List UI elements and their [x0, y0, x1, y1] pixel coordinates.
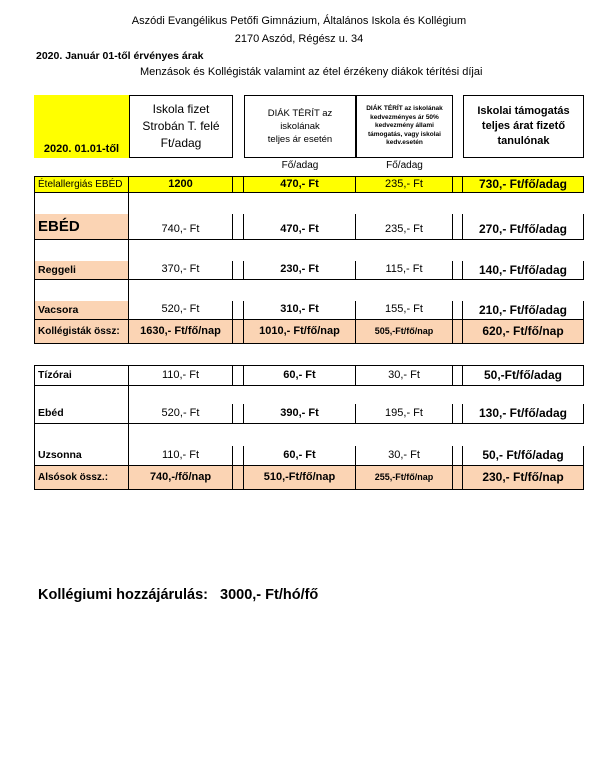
- row-support: 50,-Ft/fő/adag: [463, 365, 584, 386]
- row-school-price: 740,- Ft: [129, 214, 233, 240]
- row-full-price: 470,- Ft: [244, 176, 356, 193]
- row-label: Tízórai: [34, 365, 129, 386]
- row-discount-price: 255,-Ft/fő/nap: [356, 466, 453, 490]
- row-school-price: 110,- Ft: [129, 365, 233, 386]
- school-address: 2170 Aszód, Régész u. 34: [234, 33, 364, 45]
- row-discount-price: 195,- Ft: [356, 404, 453, 424]
- row-full-price: 390,- Ft: [244, 404, 356, 424]
- row-support: 620,- Ft/fő/nap: [463, 320, 584, 344]
- row-discount-price: 115,- Ft: [356, 261, 453, 280]
- row-label: Reggeli: [34, 261, 129, 280]
- row-discount-price: 235,- Ft: [356, 176, 453, 193]
- grid-line: [34, 193, 35, 214]
- spacer-cell: [453, 214, 463, 240]
- row-full-price: 230,- Ft: [244, 261, 356, 280]
- row-school-price: 520,- Ft: [129, 404, 233, 424]
- row-school-price: 740,-/fő/nap: [129, 466, 233, 490]
- dorm-fee-value: 3000,- Ft/hó/fő: [220, 587, 319, 603]
- spacer-cell: [453, 320, 463, 344]
- valid-from-label: 2020. Január 01-től érvényes árak: [36, 50, 204, 62]
- spacer-cell: [233, 176, 244, 193]
- row-support: 130,- Ft/fő/adag: [463, 404, 584, 424]
- spacer-cell: [233, 261, 244, 280]
- unit-full: Fő/adag: [281, 160, 319, 171]
- row-label: EBÉD: [34, 214, 129, 240]
- date-header: 2020. 01.01-től: [34, 95, 129, 158]
- row-full-price: 470,- Ft: [244, 214, 356, 240]
- row-support: 230,- Ft/fő/nap: [463, 466, 584, 490]
- spacer-cell: [453, 301, 463, 320]
- row-support: 50,- Ft/fő/adag: [463, 446, 584, 466]
- spacer-cell: [453, 466, 463, 490]
- spacer-cell: [233, 404, 244, 424]
- grid-line: [128, 424, 129, 446]
- school-name: Aszódi Evangélikus Petőfi Gimnázium, Általános Iskola és Kollégium: [131, 15, 467, 27]
- row-discount-price: 505,-Ft/fő/nap: [356, 320, 453, 344]
- grid-line: [128, 193, 129, 214]
- row-full-price: 310,- Ft: [244, 301, 356, 320]
- grid-line: [34, 280, 35, 301]
- dorm-fee-label: Kollégiumi hozzájárulás:: [38, 587, 208, 603]
- grid-line: [128, 240, 129, 261]
- grid-line: [128, 280, 129, 301]
- student-full-header: DIÁK TÉRÍT az iskolának teljes ár esetén: [244, 95, 356, 158]
- spacer-cell: [453, 261, 463, 280]
- subtitle: Menzások és Kollégisták valamint az étel érzékeny diákok térítési díjai: [140, 66, 483, 78]
- row-discount-price: 30,- Ft: [356, 446, 453, 466]
- row-school-price: 1630,- Ft/fő/nap: [129, 320, 233, 344]
- unit-discount: Fő/adag: [386, 160, 423, 171]
- spacer-cell: [233, 466, 244, 490]
- support-header: Iskolai támogatás teljes árat fizető tanulónak: [463, 95, 584, 158]
- grid-line: [34, 424, 35, 446]
- spacer-cell: [233, 365, 244, 386]
- row-discount-price: 235,- Ft: [356, 214, 453, 240]
- row-label: Vacsora: [34, 301, 129, 320]
- row-discount-price: 155,- Ft: [356, 301, 453, 320]
- row-support: 140,- Ft/fő/adag: [463, 261, 584, 280]
- spacer-cell: [453, 404, 463, 424]
- row-full-price: 510,-Ft/fő/nap: [244, 466, 356, 490]
- row-full-price: 1010,- Ft/fő/nap: [244, 320, 356, 344]
- spacer-cell: [453, 365, 463, 386]
- row-label: Ételallergiás EBÉD: [34, 176, 129, 193]
- row-full-price: 60,- Ft: [244, 446, 356, 466]
- row-school-price: 370,- Ft: [129, 261, 233, 280]
- row-school-price: 520,- Ft: [129, 301, 233, 320]
- spacer-cell: [453, 176, 463, 193]
- row-label: Uzsonna: [34, 446, 129, 466]
- row-label: Kollégisták össz:: [34, 320, 129, 344]
- row-label: Ebéd: [34, 404, 129, 424]
- grid-line: [34, 240, 35, 261]
- row-support: 270,- Ft/fő/adag: [463, 214, 584, 240]
- spacer-cell: [453, 446, 463, 466]
- spacer-cell: [233, 320, 244, 344]
- row-discount-price: 30,- Ft: [356, 365, 453, 386]
- row-label: Alsósok össz.:: [34, 466, 129, 490]
- spacer-cell: [233, 214, 244, 240]
- spacer-cell: [233, 446, 244, 466]
- spacer-cell: [233, 301, 244, 320]
- row-full-price: 60,- Ft: [244, 365, 356, 386]
- grid-line: [128, 386, 129, 404]
- school-pays-header: Iskola fizet Strobán T. felé Ft/adag: [129, 95, 233, 158]
- row-school-price: 110,- Ft: [129, 446, 233, 466]
- student-discount-header: DIÁK TÉRÍT az iskolának kedvezményes ár 50% kedvezmény állami támogatás, vagy iskolai kedv.esetén: [356, 95, 453, 158]
- grid-line: [34, 386, 35, 404]
- row-school-price: 1200: [129, 176, 233, 193]
- row-support: 210,- Ft/fő/adag: [463, 301, 584, 320]
- row-support: 730,- Ft/fő/adag: [463, 176, 584, 193]
